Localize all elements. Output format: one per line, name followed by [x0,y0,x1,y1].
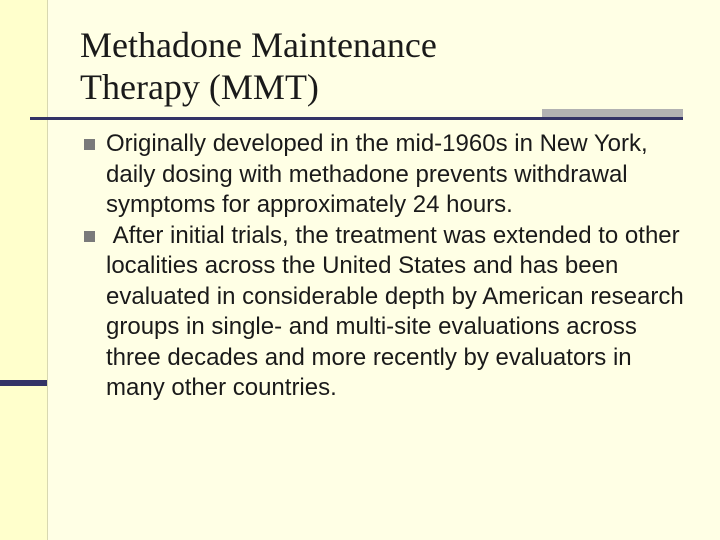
square-bullet-icon [84,139,95,150]
slide-title-line-1: Methadone Maintenance [80,25,437,65]
left-decorative-band [0,0,47,540]
slide-title-line-2: Therapy (MMT) [80,67,319,107]
slide-title [80,24,680,108]
bullet-list [84,129,691,404]
bullet-text-1: Originally developed in the mid-1960s in New York, daily dosing with methadone prevents withdrawal symptoms for approximately 24 hours. [106,130,648,218]
bullet-item-1 [84,129,684,221]
title-rule-grey-accent [542,109,683,117]
bullet-item-2 [84,221,691,404]
left-band-border [47,0,48,540]
bullet-text-2: After initial trials, the treatment was extended to other localities across the United States and has been evaluated in considerable depth by American research groups in single- and multi-site evaluations across three decades and more recently by evaluators in many other countries. [106,221,691,401]
square-bullet-icon [84,231,95,242]
left-accent-bar [0,380,47,386]
title-rule [30,117,683,120]
